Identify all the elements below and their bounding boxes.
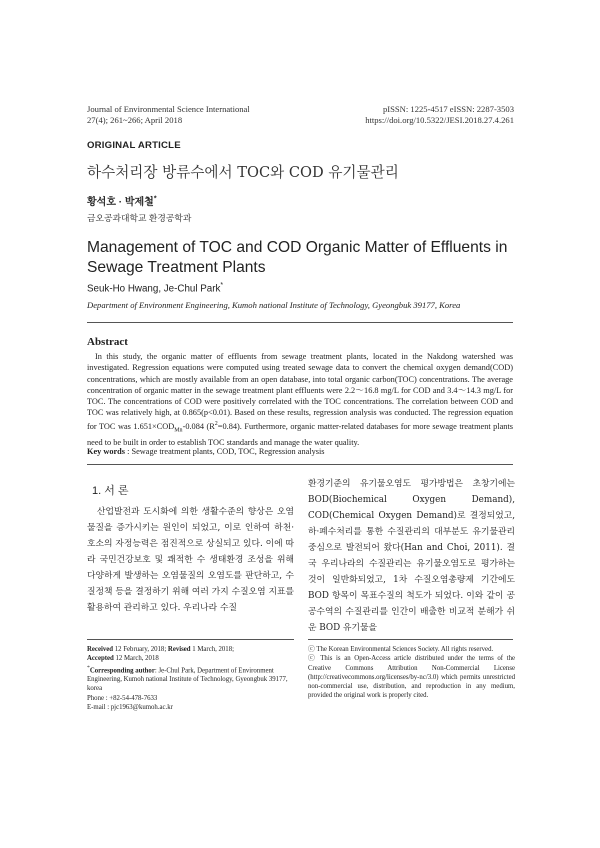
- corresponding-label: Corresponding author: [89, 666, 155, 674]
- abstract-divider: [87, 464, 513, 465]
- abstract-body: [87, 351, 513, 448]
- korean-authors: [87, 193, 157, 208]
- email[interactable]: E-mail : pjc1963@kumoh.ac.kr: [87, 704, 173, 712]
- footnote-right: [308, 645, 515, 701]
- english-authors-text: Seuk-Ho Hwang, Je-Chul Park: [87, 283, 221, 295]
- english-authors: [87, 282, 223, 294]
- abstract-heading: Abstract: [87, 336, 128, 348]
- korean-title: 하수처리장 방류수에서 TOC와 COD 유기물관리: [87, 164, 399, 181]
- korean-authors-mark: *: [153, 195, 157, 203]
- korean-authors-text: 황석호 · 박제철: [87, 197, 154, 208]
- abstract-text-1: In this study, the organic matter of effluents from sewage treatment plants, located in the Nakdong watershed was investigated. Regression equations were computed using treated sewage data to convert the chemical oxygen demand(COD) concentrations, which are mostly available from an open database, into total organic carbon(TOC) concentrations. The average concentration of organic matter in the sewage treatment plant effluents were 2.2～16.8 mg/L for COD and 3.4～14.3 mg/L for TOC. The concentrations of COD were positively correlated with the TOC concentrations. The correlation between COD and TOC was relatively high, at 0.865(p<0.01). Based on these results, regression analysis was conducted. The regression equation for TOC was 1.651×COD: [87, 352, 513, 431]
- revised-label: Revised: [167, 646, 191, 653]
- abstract-text-3: =0.84). Furthermore, organic matter-related databases for more sewage treatment plants need to be built in order to establish TOC standards and manage the water quality.: [87, 421, 513, 447]
- keywords-label: Key words: [87, 447, 126, 456]
- english-title: Management of TOC and COD Organic Matter of Effluents in Sewage Treatment Plants: [87, 239, 508, 276]
- accepted-label: Accepted: [87, 655, 114, 663]
- accepted-line: [87, 654, 292, 663]
- footnote-divider-right: [308, 639, 513, 640]
- corresponding-text: : Je-Chul Park, Department of Environment Engineering, Kumoh national Institute of Technology, Gyeongbuk 39177, korea: [87, 666, 288, 693]
- phone: Phone : +82-54-478-7633: [87, 694, 158, 702]
- journal-issn: pISSN: 1225-4517 eISSN: 2287-3503: [382, 104, 514, 114]
- revised-date: 1 March, 2018;: [190, 646, 234, 653]
- section-number: 1.: [92, 485, 102, 497]
- section-title: 서 론: [101, 485, 129, 497]
- abstract-text-2: -0.084 (R: [182, 421, 215, 431]
- copyright: ⓒ The Korean Environmental Sciences Society. All rights reserved.: [308, 646, 494, 653]
- journal-name: Journal of Environmental Science International: [87, 104, 250, 114]
- keywords-text: : Sewage treatment plants, COD, TOC, Regression analysis: [125, 447, 325, 456]
- abstract-sup: 2: [214, 420, 218, 427]
- body-left-column: 산업발전과 도시화에 의한 생활수준의 향상은 오염물질을 증가시키는 원인이 되었고, 이로 인하여 하천·호소의 자정능력은 점진적으로 상실되고 있다. 이에 따라 국민건강보호 및 쾌적한 수 생태환경 조성을 위해 다양하게 발생하는 오염물질의 오염도를 판단하고, 수질정책 등을 결정하기 위해 여러 가지 수질오염 지표를 활용하여 관리하고 있다. 우리나라 수질: [87, 507, 294, 613]
- abstract-sub: Mn: [174, 427, 183, 434]
- english-affiliation: Department of Environment Engineering, Kumoh national Institute of Technology, Gyeongbuk 39177, Korea: [87, 300, 461, 310]
- received-label: Received: [87, 646, 114, 653]
- title-divider: [87, 322, 513, 323]
- received-date: 12 February, 2018;: [113, 646, 168, 653]
- body-right-column: 환경기준의 유기물오염도 평가방법은 초창기에는 BOD(Biochemical Oxygen Demand), COD(Chemical Oxygen Demand)로 결정되었고, 하·폐수처리를 통한 수질관리의 대부분도 유기물관리 중심으로 발전되어 왔다(Han and Choi, 2011). 결국 우리나라의 수질관리는 유기물오염도로 평가하는 것이 일반화되었고, 1차 수질오염총량제 기간에도 BOD 항목이 목표수질의 척도가 되었다. 이와 같이 공공수역의 수질관리를 인간이 배출한 비교적 분해가 쉬운 BOD 유기물을: [308, 479, 515, 633]
- accepted-date: 12 March, 2018: [113, 655, 159, 663]
- journal-volume: 27(4); 261~266; April 2018: [87, 115, 183, 125]
- corresponding-mark: *: [87, 664, 90, 671]
- footnote-divider-left: [87, 639, 294, 640]
- korean-affiliation: 금오공과대학교 환경공학과: [87, 213, 192, 223]
- corresponding-author: [87, 664, 292, 694]
- section-heading: [92, 482, 129, 498]
- journal-doi[interactable]: https://doi.org/10.5322/JESI.2018.27.4.261: [365, 115, 514, 125]
- english-authors-mark: *: [220, 282, 224, 289]
- footnote-left: [87, 645, 292, 712]
- received-line: [87, 645, 292, 654]
- article-type: ORIGINAL ARTICLE: [87, 140, 181, 151]
- keywords: [87, 447, 325, 456]
- license: ⓒ This is an Open-Access article distributed under the terms of the Creative Commons Attribution Non-Commercial License (http://creativecommons.org/licenses/by-nc/3.0) which permits unrestricted non-commercial use, distribution, and reproduction in any medium, provided the original work is properly cited.: [308, 655, 515, 700]
